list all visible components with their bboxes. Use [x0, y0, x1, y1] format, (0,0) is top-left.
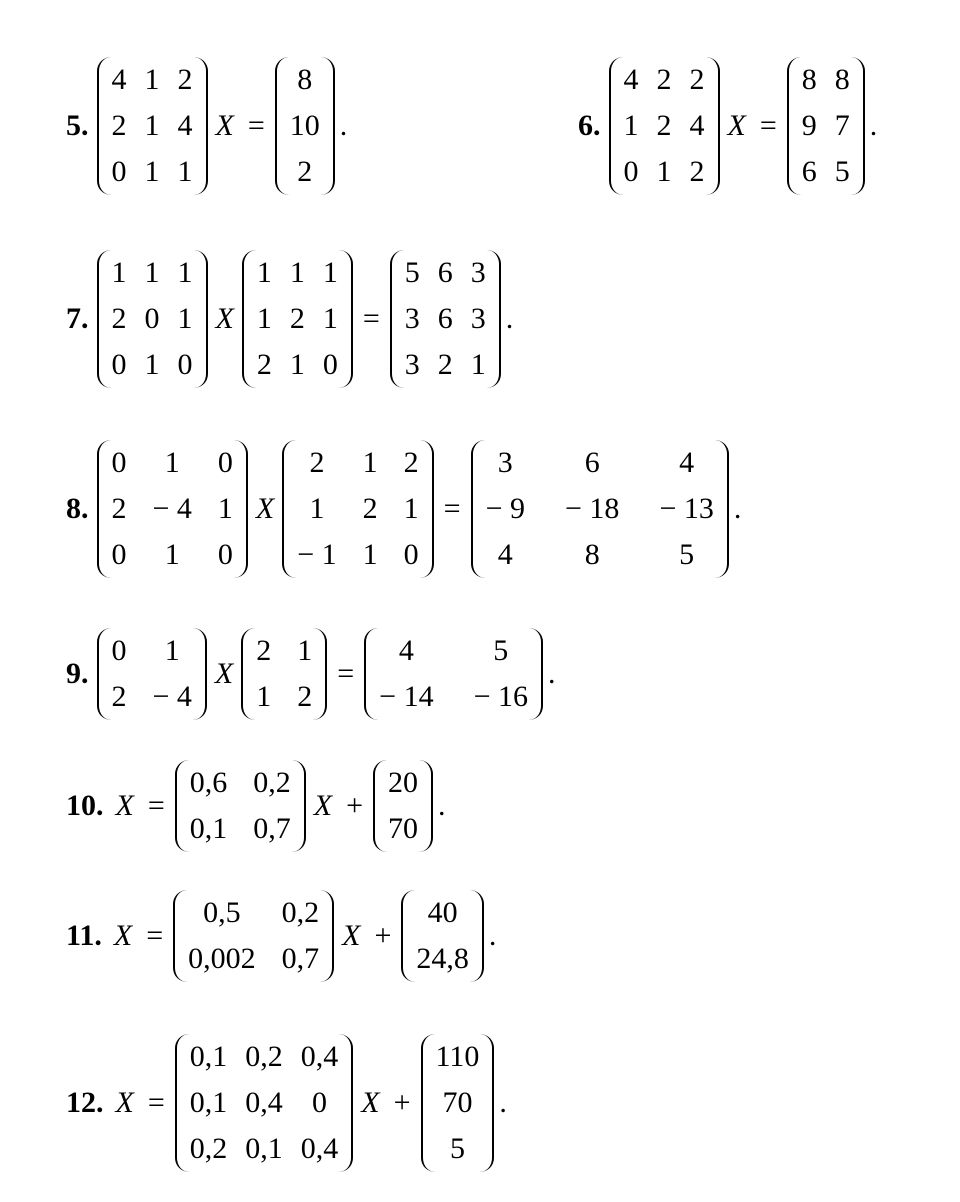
equation-6 — [578, 57, 877, 195]
matrix-cell: 0 — [322, 348, 338, 381]
right-hand-side-matrix — [364, 628, 543, 720]
left-matrix — [97, 440, 248, 578]
matrix-cell: 2 — [403, 446, 419, 479]
matrix-entries — [435, 1034, 481, 1172]
left-paren — [175, 760, 189, 852]
period: . — [505, 302, 514, 335]
plus-sign: + — [374, 919, 392, 952]
unknown-matrix-x: X — [342, 919, 361, 952]
matrix-cell: − 9 — [485, 492, 526, 525]
equation-7 — [66, 250, 513, 388]
matrix-cell: 8 — [584, 538, 600, 571]
right-paren — [715, 440, 729, 578]
right-paren — [321, 57, 335, 195]
matrix-cell: 1 — [322, 256, 338, 289]
unknown-matrix-x: X — [255, 492, 275, 525]
problem-number: 6. — [578, 109, 601, 142]
right-matrix — [282, 440, 433, 578]
plus-sign: + — [346, 789, 363, 822]
right-paren — [292, 760, 306, 852]
matrix-cell: 7 — [834, 109, 850, 142]
matrix-cell: 0 — [144, 302, 160, 335]
unknown-matrix-x: X — [115, 1086, 134, 1119]
problem-number: 5. — [66, 109, 89, 142]
equals-sign: = — [146, 919, 164, 952]
matrix-cell: 0,1 — [189, 812, 228, 845]
right-hand-side-matrix — [471, 440, 729, 578]
matrix-entries — [111, 57, 194, 195]
matrix-cell: 0 — [217, 446, 233, 479]
matrix-cell: 2 — [111, 302, 127, 335]
coefficient-matrix — [173, 890, 334, 982]
matrix-entries — [801, 57, 851, 195]
left-paren — [175, 1034, 189, 1172]
matrix-cell: 1 — [297, 634, 313, 667]
matrix-cell: 1 — [177, 155, 193, 188]
matrix-entries — [296, 440, 419, 578]
matrix-cell: 0,1 — [245, 1132, 283, 1165]
matrix-cell: 0,002 — [188, 942, 256, 975]
matrix-cell: 0 — [111, 446, 127, 479]
equals-sign: = — [759, 109, 777, 142]
matrix-cell: 1 — [144, 155, 160, 188]
matrix-entries — [485, 440, 715, 578]
left-paren — [275, 57, 289, 195]
matrix-cell: 0 — [111, 155, 127, 188]
matrix-cell: 0,2 — [189, 1132, 228, 1165]
right-paren — [470, 890, 484, 982]
left-paren — [787, 57, 801, 195]
matrix-entries — [387, 760, 419, 852]
matrix-cell: − 4 — [152, 492, 192, 525]
equals-sign: = — [362, 302, 380, 335]
matrix-cell: − 4 — [152, 680, 192, 713]
matrix-cell: 1 — [362, 446, 378, 479]
matrix-cell: 0,1 — [189, 1086, 228, 1119]
unknown-matrix-x: X — [113, 919, 133, 952]
left-paren — [401, 890, 415, 982]
equals-sign: = — [147, 1086, 165, 1119]
matrix-cell: 5 — [449, 1132, 465, 1165]
left-paren — [421, 1034, 435, 1172]
matrix-entries — [623, 57, 706, 195]
matrix-cell: 0 — [111, 538, 127, 571]
matrix-cell: 1 — [144, 63, 160, 96]
matrix-cell: 0 — [111, 634, 127, 667]
matrix-cell: 1 — [289, 348, 305, 381]
right-paren — [480, 1034, 494, 1172]
right-hand-side-matrix — [787, 57, 865, 195]
matrix-cell: 70 — [442, 1086, 473, 1119]
left-matrix — [97, 250, 208, 388]
coefficient-matrix — [97, 57, 208, 195]
matrix-cell: 4 — [689, 109, 705, 142]
problem-number: 12. — [66, 1086, 104, 1119]
matrix-cell: 1 — [656, 155, 672, 188]
unknown-matrix-x: X — [727, 109, 746, 142]
problem-number: 11. — [66, 919, 102, 952]
matrix-cell: 5 — [679, 538, 695, 571]
matrix-cell: 5 — [834, 155, 850, 188]
matrix-cell: 5 — [404, 256, 420, 289]
matrix-cell: 2 — [309, 446, 325, 479]
period: . — [488, 919, 497, 952]
right-paren — [194, 57, 208, 195]
matrix-cell: 20 — [388, 766, 418, 799]
matrix-cell: 8 — [297, 63, 313, 96]
equation-5 — [66, 57, 347, 195]
matrix-entries — [111, 250, 194, 388]
right-paren — [851, 57, 865, 195]
matrix-cell: 4 — [177, 109, 193, 142]
matrix-cell: 8 — [801, 63, 817, 96]
matrix-cell: − 1 — [297, 538, 337, 571]
period: . — [869, 109, 878, 142]
left-paren — [97, 250, 111, 388]
left-paren — [97, 628, 111, 720]
right-paren — [419, 760, 433, 852]
matrix-cell: − 16 — [473, 680, 529, 713]
problem-number: 7. — [66, 302, 89, 335]
constant-vector — [401, 890, 484, 982]
equals-sign: = — [147, 789, 165, 822]
matrix-cell: 2 — [297, 680, 313, 713]
matrix-cell: 2 — [656, 63, 672, 96]
matrix-cell: 9 — [801, 109, 817, 142]
right-paren — [313, 628, 327, 720]
unknown-matrix-x: X — [215, 302, 234, 335]
problem-number: 8. — [66, 492, 89, 525]
left-paren — [242, 250, 256, 388]
matrix-cell: 1 — [111, 256, 127, 289]
equals-sign: = — [443, 492, 461, 525]
period: . — [548, 657, 556, 690]
left-paren — [390, 250, 404, 388]
matrix-cell: 0 — [217, 538, 233, 571]
matrix-cell: 5 — [493, 634, 509, 667]
matrix-cell: 1 — [470, 348, 486, 381]
matrix-cell: 0,4 — [300, 1040, 339, 1073]
matrix-cell: 6 — [437, 256, 453, 289]
left-paren — [471, 440, 485, 578]
matrix-cell: 6 — [437, 302, 453, 335]
left-matrix — [97, 628, 207, 720]
right-paren — [420, 440, 434, 578]
matrix-cell: 3 — [497, 446, 513, 479]
matrix-cell: 1 — [177, 302, 193, 335]
matrix-cell: 1 — [362, 538, 378, 571]
matrix-cell: 0,7 — [253, 812, 291, 845]
left-paren — [364, 628, 378, 720]
plus-sign: + — [393, 1086, 411, 1119]
matrix-cell: 2 — [297, 155, 313, 188]
constant-vector — [373, 760, 433, 852]
matrix-cell: 24,8 — [416, 942, 469, 975]
matrix-cell: 2 — [111, 492, 127, 525]
matrix-entries — [289, 57, 321, 195]
equals-sign: = — [337, 657, 355, 690]
matrix-cell: 2 — [111, 680, 127, 713]
matrix-entries — [189, 760, 292, 852]
matrix-cell: 0,4 — [300, 1132, 339, 1165]
matrix-cell: 1 — [256, 256, 272, 289]
matrix-cell: 1 — [322, 302, 338, 335]
coefficient-matrix — [175, 760, 306, 852]
equation-9 — [66, 628, 556, 720]
left-paren — [373, 760, 387, 852]
period: . — [438, 789, 446, 822]
matrix-cell: 1 — [289, 256, 305, 289]
matrix-cell: 0,4 — [245, 1086, 283, 1119]
matrix-cell: 0 — [623, 155, 639, 188]
matrix-cell: 2 — [689, 155, 705, 188]
matrix-cell: 1 — [144, 256, 160, 289]
right-hand-side-matrix — [390, 250, 501, 388]
right-hand-side-matrix — [275, 57, 335, 195]
matrix-cell: 2 — [256, 348, 272, 381]
right-paren — [339, 1034, 353, 1172]
problem-number: 9. — [66, 657, 89, 690]
right-paren — [194, 250, 208, 388]
matrix-cell: 4 — [398, 634, 414, 667]
matrix-cell: 2 — [111, 109, 127, 142]
period: . — [499, 1086, 507, 1119]
right-matrix — [241, 628, 327, 720]
matrix-cell: 3 — [404, 348, 420, 381]
matrix-cell: 40 — [427, 896, 458, 929]
right-paren — [487, 250, 501, 388]
matrix-entries — [189, 1034, 340, 1172]
matrix-entries — [111, 628, 193, 720]
matrix-cell: 3 — [404, 302, 420, 335]
matrix-cell: 1 — [144, 109, 160, 142]
equation-8 — [66, 440, 741, 578]
matrix-cell: 0,6 — [189, 766, 228, 799]
matrix-cell: 4 — [679, 446, 695, 479]
matrix-cell: 0 — [111, 348, 127, 381]
matrix-cell: 2 — [256, 634, 272, 667]
matrix-cell: 6 — [801, 155, 817, 188]
matrix-cell: 10 — [289, 109, 320, 142]
matrix-entries — [415, 890, 470, 982]
equation-11 — [66, 890, 496, 982]
unknown-matrix-x: X — [115, 789, 134, 822]
matrix-cell: 1 — [177, 256, 193, 289]
left-paren — [282, 440, 296, 578]
matrix-cell: 1 — [164, 634, 180, 667]
matrix-entries — [111, 440, 234, 578]
matrix-cell: 2 — [437, 348, 453, 381]
matrix-cell: 3 — [470, 302, 486, 335]
left-paren — [97, 440, 111, 578]
coefficient-matrix — [609, 57, 720, 195]
matrix-entries — [378, 628, 529, 720]
matrix-cell: 70 — [388, 812, 418, 845]
matrix-cell: 0 — [177, 348, 193, 381]
matrix-cell: 3 — [470, 256, 486, 289]
matrix-cell: 8 — [834, 63, 850, 96]
matrix-cell: 1 — [144, 348, 160, 381]
matrix-entries — [187, 890, 320, 982]
matrix-entries — [255, 628, 313, 720]
right-paren — [234, 440, 248, 578]
matrix-cell: 0,2 — [281, 896, 320, 929]
matrix-cell: 0,2 — [253, 766, 291, 799]
period: . — [339, 109, 348, 142]
matrix-cell: 0 — [403, 538, 419, 571]
matrix-cell: 2 — [689, 63, 705, 96]
matrix-entries — [404, 250, 487, 388]
matrix-cell: 1 — [256, 302, 272, 335]
left-paren — [173, 890, 187, 982]
matrix-cell: 1 — [623, 109, 639, 142]
matrix-cell: 1 — [309, 492, 325, 525]
matrix-cell: 0,7 — [281, 942, 320, 975]
equals-sign: = — [247, 109, 265, 142]
matrix-cell: 2 — [289, 302, 305, 335]
matrix-cell: 4 — [497, 538, 513, 571]
matrix-cell: 4 — [111, 63, 127, 96]
period: . — [733, 492, 742, 525]
right-paren — [529, 628, 543, 720]
matrix-cell: 1 — [164, 538, 180, 571]
matrix-cell: 1 — [164, 446, 180, 479]
right-paren — [320, 890, 334, 982]
matrix-entries — [256, 250, 339, 388]
matrix-cell: 6 — [584, 446, 600, 479]
matrix-cell: 0 — [312, 1086, 327, 1119]
constant-vector — [421, 1034, 495, 1172]
matrix-cell: 1 — [403, 492, 419, 525]
equation-10 — [66, 760, 446, 852]
matrix-cell: 2 — [656, 109, 672, 142]
matrix-cell: 1 — [217, 492, 233, 525]
right-paren — [339, 250, 353, 388]
unknown-matrix-x: X — [215, 109, 234, 142]
equation-12 — [66, 1034, 507, 1172]
matrix-cell: 0,5 — [203, 896, 241, 929]
problem-number: 10. — [66, 789, 104, 822]
right-matrix — [242, 250, 353, 388]
matrix-cell: − 14 — [379, 680, 434, 713]
left-paren — [97, 57, 111, 195]
matrix-cell: 4 — [623, 63, 639, 96]
matrix-cell: − 13 — [659, 492, 714, 525]
unknown-matrix-x: X — [214, 657, 234, 690]
left-paren — [241, 628, 255, 720]
matrix-cell: 0,2 — [245, 1040, 283, 1073]
right-paren — [193, 628, 207, 720]
left-paren — [609, 57, 623, 195]
matrix-cell: − 18 — [565, 492, 620, 525]
matrix-cell: 2 — [362, 492, 378, 525]
matrix-cell: 0,1 — [189, 1040, 228, 1073]
matrix-cell: 2 — [177, 63, 193, 96]
matrix-cell: 1 — [256, 680, 272, 713]
right-paren — [706, 57, 720, 195]
unknown-matrix-x: X — [313, 789, 333, 822]
coefficient-matrix — [175, 1034, 354, 1172]
unknown-matrix-x: X — [361, 1086, 380, 1119]
matrix-cell: 110 — [435, 1040, 480, 1073]
